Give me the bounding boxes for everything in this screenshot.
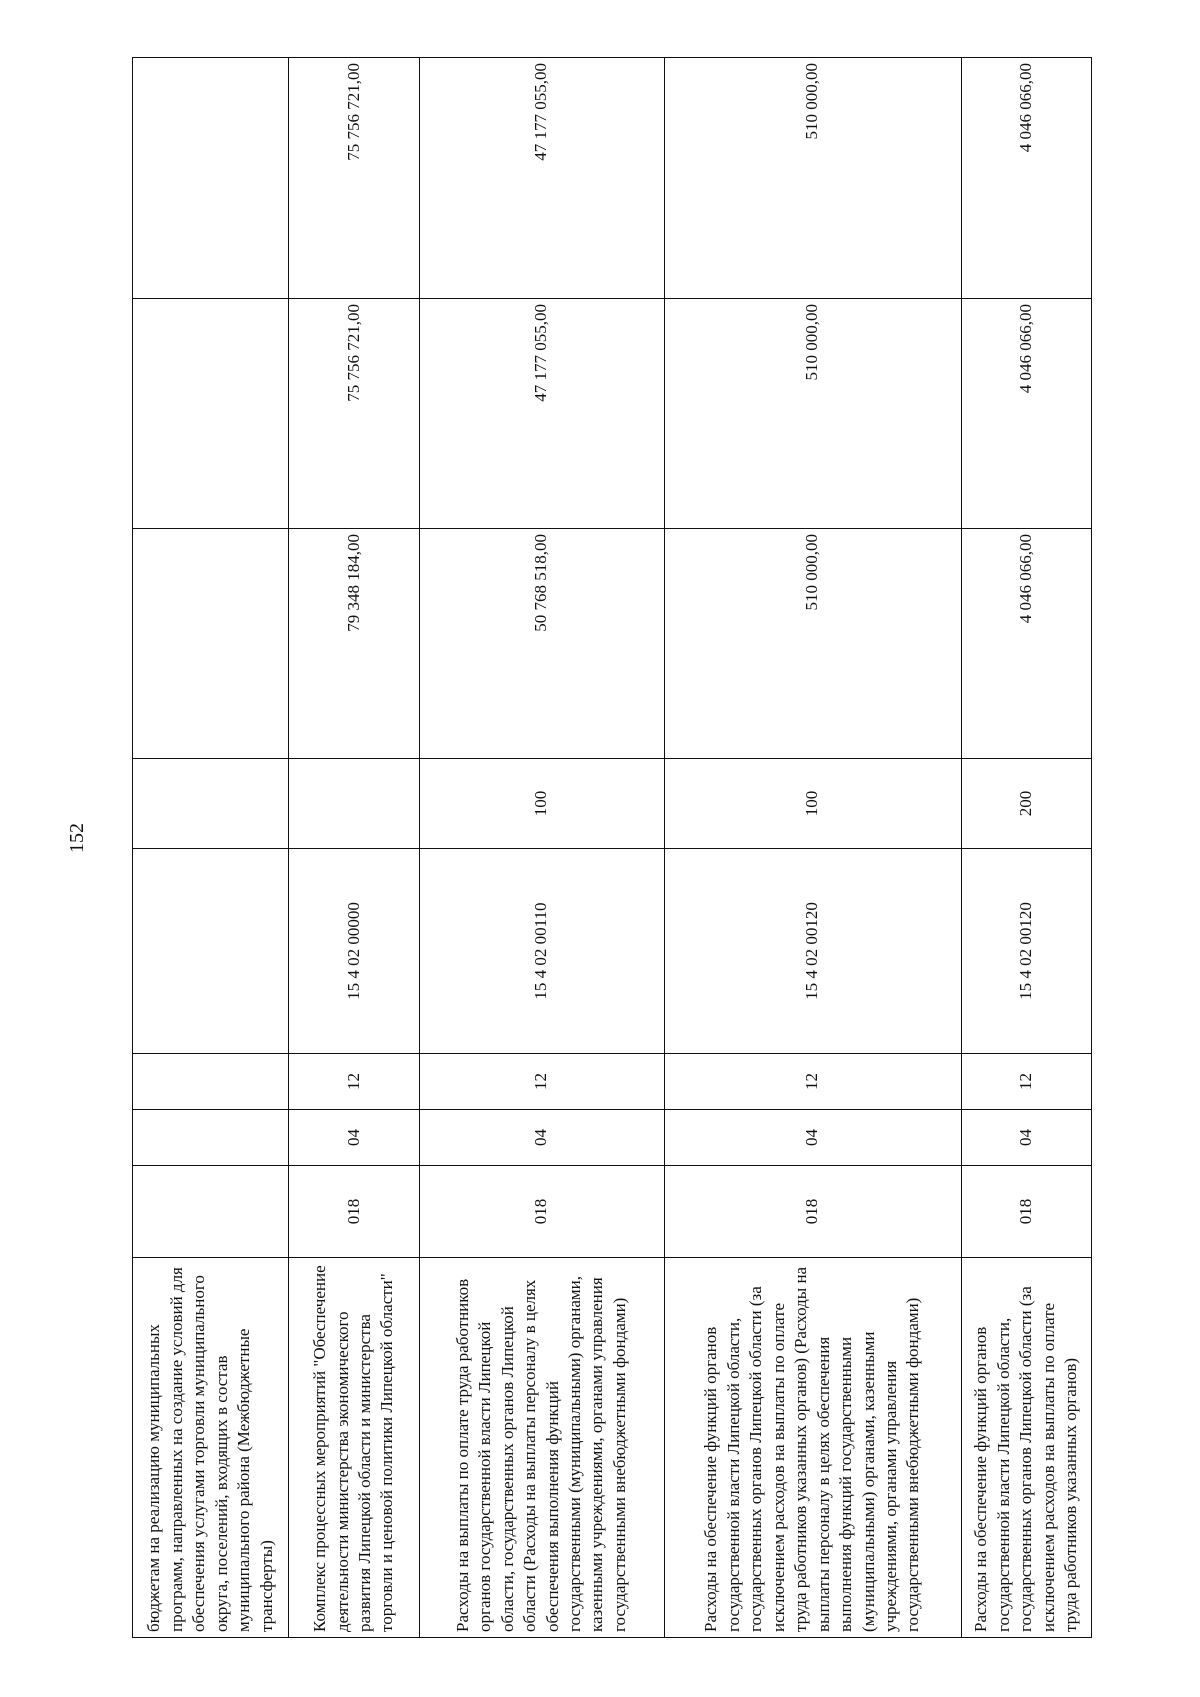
table-row xyxy=(961,58,1091,1638)
subsection-code: 12 xyxy=(961,1054,1091,1110)
amount-year-2: 510 000,00 xyxy=(664,299,961,529)
table-row xyxy=(664,58,961,1638)
ministry-code: 018 xyxy=(961,1166,1091,1258)
amount-year-2 xyxy=(133,299,289,529)
table-row xyxy=(419,58,664,1638)
expense-type-code xyxy=(289,759,419,849)
row-description: Расходы на обеспечение функций органов государственной власти Липецкой области, государственных органов Липецкой области (за исключением расходов на выплаты по оплате труда работников указанных органов) (Расходы на выплаты персоналу в целях обеспечения выполнения функций государственными (муниципальными) органами, казенными учреждениями, органами управления государственными внебюджетными фондами) xyxy=(664,1258,961,1638)
row-description: Комплекс процессных мероприятий "Обеспечение деятельности министерства экономического развития Липецкой области и министерства торговли и ценовой политики Липецкой области" xyxy=(289,1258,419,1638)
amount-year-2: 75 756 721,00 xyxy=(289,299,419,529)
row-description: Расходы на обеспечение функций органов государственной власти Липецкой области, государственных органов Липецкой области (за исключением расходов на выплаты по оплате труда работников указанных органов) xyxy=(961,1258,1091,1638)
target-article-code: 15 4 02 00120 xyxy=(664,849,961,1054)
subsection-code: 12 xyxy=(664,1054,961,1110)
section-code: 04 xyxy=(419,1110,664,1166)
amount-year-3: 510 000,00 xyxy=(664,58,961,299)
expense-type-code: 200 xyxy=(961,759,1091,849)
ministry-code: 018 xyxy=(289,1166,419,1258)
budget-table xyxy=(132,57,1092,1638)
target-article-code xyxy=(133,849,289,1054)
amount-year-3: 4 046 066,00 xyxy=(961,58,1091,299)
amount-year-1: 79 348 184,00 xyxy=(289,529,419,759)
target-article-code: 15 4 02 00120 xyxy=(961,849,1091,1054)
expense-type-code: 100 xyxy=(419,759,664,849)
amount-year-3 xyxy=(133,58,289,299)
ministry-code: 018 xyxy=(419,1166,664,1258)
section-code: 04 xyxy=(289,1110,419,1166)
table-row xyxy=(133,58,289,1638)
subsection-code: 12 xyxy=(289,1054,419,1110)
subsection-code: 12 xyxy=(419,1054,664,1110)
table-row xyxy=(289,58,419,1638)
subsection-code xyxy=(133,1054,289,1110)
amount-year-1: 50 768 518,00 xyxy=(419,529,664,759)
amount-year-1: 4 046 066,00 xyxy=(961,529,1091,759)
amount-year-3: 47 177 055,00 xyxy=(419,58,664,299)
row-description: Расходы на выплаты по оплате труда работников органов государственной власти Липецкой области, государственных органов Липецкой области (Расходы на выплаты персоналу в целях обеспечения выполнения функций государственными (муниципальными) органами, казенными учреждениями, органами управления государственными внебюджетными фондами) xyxy=(419,1258,664,1638)
target-article-code: 15 4 02 00000 xyxy=(289,849,419,1054)
page-number: 152 xyxy=(66,823,88,853)
amount-year-1 xyxy=(133,529,289,759)
ministry-code xyxy=(133,1166,289,1258)
section-code xyxy=(133,1110,289,1166)
amount-year-3: 75 756 721,00 xyxy=(289,58,419,299)
ministry-code: 018 xyxy=(664,1166,961,1258)
expense-type-code xyxy=(133,759,289,849)
amount-year-2: 4 046 066,00 xyxy=(961,299,1091,529)
row-description: бюджетам на реализацию муниципальных программ, направленных на создание условий для обеспечения услугами торговли муниципального округа, поселений, входящих в состав муниципального района (Межбюджетные трансферты) xyxy=(133,1258,289,1638)
amount-year-2: 47 177 055,00 xyxy=(419,299,664,529)
expense-type-code: 100 xyxy=(664,759,961,849)
section-code: 04 xyxy=(664,1110,961,1166)
section-code: 04 xyxy=(961,1110,1091,1166)
target-article-code: 15 4 02 00110 xyxy=(419,849,664,1054)
amount-year-1: 510 000,00 xyxy=(664,529,961,759)
rotated-table-container xyxy=(132,58,1092,1638)
